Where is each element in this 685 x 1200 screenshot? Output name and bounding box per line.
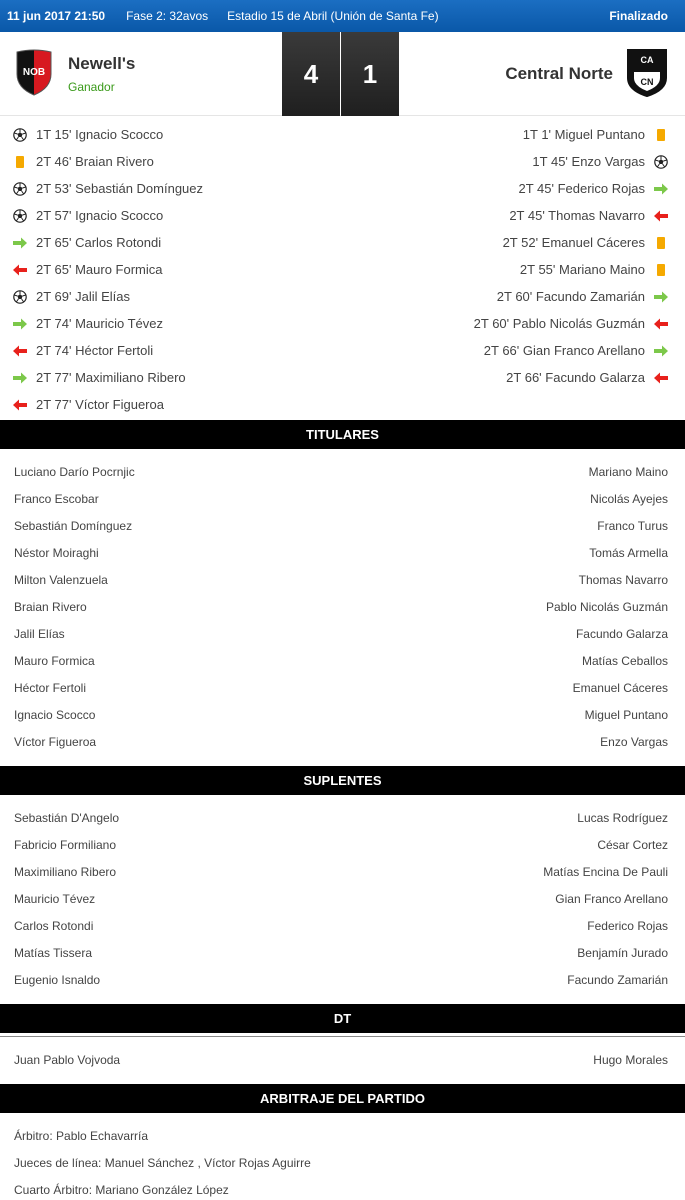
- away-sub[interactable]: Lucas Rodríguez: [577, 810, 668, 825]
- home-starter[interactable]: Héctor Fertoli: [14, 680, 87, 695]
- away-event: [484, 337, 669, 364]
- away-event: [506, 364, 669, 391]
- away-event: [497, 283, 669, 310]
- match-date: 11 jun 2017 21:50: [7, 9, 106, 23]
- away-sub[interactable]: César Cortez: [597, 837, 668, 852]
- home-sub[interactable]: Maximiliano Ribero: [14, 864, 117, 879]
- goal-icon: [653, 154, 669, 170]
- home-sub[interactable]: Matías Tissera: [14, 945, 93, 960]
- away-starter[interactable]: Emanuel Cáceres: [572, 680, 668, 695]
- home-starter[interactable]: Luciano Darío Pocrnjic: [14, 464, 135, 479]
- yellow-card-icon: [653, 235, 669, 251]
- event-text[interactable]: 2T 74' Héctor Fertoli: [36, 343, 154, 358]
- away-starter[interactable]: Tomás Armella: [589, 545, 668, 560]
- away-score: 1: [341, 32, 399, 116]
- away-starter[interactable]: Franco Turus: [597, 518, 668, 533]
- home-event: [12, 391, 164, 418]
- away-event: [509, 202, 669, 229]
- sub-out-icon: [12, 262, 28, 278]
- newells-badge-text: NOB: [22, 67, 46, 78]
- event-text[interactable]: 2T 65' Mauro Formica: [36, 262, 163, 277]
- scoreboard: [0, 32, 685, 116]
- away-sub[interactable]: Gian Franco Arellano: [555, 891, 668, 906]
- home-event: [12, 229, 161, 256]
- match-phase: Fase 2: 32avos: [126, 9, 209, 23]
- home-sub[interactable]: Carlos Rotondi: [14, 918, 94, 933]
- away-starter[interactable]: Mariano Maino: [588, 464, 668, 479]
- subs-header: SUPLENTES: [0, 766, 685, 795]
- central-norte-badge-bottom: CN: [640, 77, 654, 87]
- match-venue[interactable]: Estadio 15 de Abril (Unión de Santa Fe): [227, 9, 439, 23]
- goal-icon: [12, 208, 28, 224]
- sub-out-icon: [12, 397, 28, 413]
- event-text[interactable]: 2T 45' Thomas Navarro: [509, 208, 645, 223]
- home-starter[interactable]: Ignacio Scocco: [14, 707, 96, 722]
- away-sub[interactable]: Benjamín Jurado: [577, 945, 668, 960]
- event-text[interactable]: 2T 77' Víctor Figueroa: [36, 397, 164, 412]
- fourth-official-line: Cuarto Árbitro: Mariano González López: [14, 1182, 229, 1197]
- away-starter[interactable]: Nicolás Ayejes: [590, 491, 668, 506]
- yellow-card-icon: [653, 127, 669, 143]
- home-starter[interactable]: Néstor Moiraghi: [14, 545, 99, 560]
- event-text[interactable]: 2T 66' Gian Franco Arellano: [483, 343, 645, 358]
- home-event: [12, 364, 186, 391]
- match-status: Finalizado: [609, 9, 668, 23]
- newells-shield-icon[interactable]: [13, 48, 55, 96]
- event-text[interactable]: 2T 60' Facundo Zamarián: [496, 289, 645, 304]
- event-text[interactable]: 2T 57' Ignacio Scocco: [36, 208, 164, 223]
- home-event: [12, 148, 154, 175]
- sub-in-icon: [12, 316, 28, 332]
- away-starter[interactable]: Matías Ceballos: [581, 653, 668, 668]
- event-text[interactable]: 1T 1' Miguel Puntano: [522, 127, 645, 142]
- away-event: [532, 148, 669, 175]
- home-starter[interactable]: Sebastián Domínguez: [14, 518, 133, 533]
- away-event: [474, 310, 669, 337]
- yellow-card-icon: [653, 262, 669, 278]
- home-event: [12, 202, 163, 229]
- home-starter[interactable]: Braian Rivero: [14, 599, 87, 614]
- goal-icon: [12, 127, 28, 143]
- home-starter[interactable]: Víctor Figueroa: [14, 734, 97, 749]
- home-event: [12, 283, 130, 310]
- sub-out-icon: [653, 370, 669, 386]
- home-starter[interactable]: Jalil Elías: [14, 626, 65, 641]
- home-event: [12, 337, 153, 364]
- home-starter[interactable]: Milton Valenzuela: [14, 572, 108, 587]
- sub-in-icon: [653, 181, 669, 197]
- home-score: 4: [282, 32, 340, 116]
- linesmen-line: Jueces de línea: Manuel Sánchez , Víctor Rojas Aguirre: [14, 1155, 311, 1170]
- sub-out-icon: [653, 316, 669, 332]
- event-text[interactable]: 2T 69' Jalil Elías: [36, 289, 131, 304]
- starters-header: TITULARES: [0, 420, 685, 449]
- away-coach[interactable]: Hugo Morales: [593, 1052, 668, 1067]
- event-text[interactable]: 2T 46' Braian Rivero: [36, 154, 154, 169]
- home-sub[interactable]: Eugenio Isnaldo: [14, 972, 101, 987]
- coach-header: DT: [0, 1004, 685, 1033]
- sub-in-icon: [12, 370, 28, 386]
- event-text[interactable]: 2T 60' Pablo Nicolás Guzmán: [473, 316, 645, 331]
- away-event: [520, 256, 669, 283]
- home-event: [12, 256, 163, 283]
- sub-in-icon: [653, 289, 669, 305]
- sub-out-icon: [653, 208, 669, 224]
- event-text[interactable]: 2T 55' Mariano Maino: [519, 262, 645, 277]
- home-event: [12, 121, 163, 148]
- central-norte-badge-top: CA: [640, 55, 654, 65]
- goal-icon: [12, 289, 28, 305]
- event-text[interactable]: 1T 15' Ignacio Scocco: [36, 127, 164, 142]
- away-event: [503, 229, 669, 256]
- away-starter[interactable]: Pablo Nicolás Guzmán: [545, 599, 668, 614]
- away-starter[interactable]: Thomas Navarro: [578, 572, 668, 587]
- away-event: [523, 121, 669, 148]
- home-starter[interactable]: Franco Escobar: [14, 491, 99, 506]
- event-text[interactable]: 2T 52' Emanuel Cáceres: [502, 235, 645, 250]
- home-sub[interactable]: Mauricio Tévez: [14, 891, 96, 906]
- away-event: [518, 175, 669, 202]
- sub-out-icon: [12, 343, 28, 359]
- yellow-card-icon: [12, 154, 28, 170]
- home-event: [12, 310, 163, 337]
- match-events: [0, 121, 685, 418]
- sub-in-icon: [12, 235, 28, 251]
- home-coach[interactable]: Juan Pablo Vojvoda: [14, 1052, 121, 1067]
- event-text[interactable]: 2T 65' Carlos Rotondi: [36, 235, 162, 250]
- away-sub[interactable]: Facundo Zamarián: [567, 972, 668, 987]
- home-sub[interactable]: Sebastián D'Angelo: [14, 810, 120, 825]
- home-starter[interactable]: Mauro Formica: [14, 653, 95, 668]
- event-text[interactable]: 2T 66' Facundo Galarza: [506, 370, 645, 385]
- event-text[interactable]: 2T 45' Federico Rojas: [518, 181, 645, 196]
- away-sub[interactable]: Matías Encina De Pauli: [543, 864, 668, 879]
- away-starter[interactable]: Miguel Puntano: [584, 707, 668, 722]
- divider: [0, 1036, 685, 1037]
- sub-in-icon: [653, 343, 669, 359]
- home-sub[interactable]: Fabricio Formiliano: [14, 837, 117, 852]
- match-info-bar: [0, 0, 685, 32]
- event-text[interactable]: 2T 77' Maximiliano Ribero: [36, 370, 186, 385]
- home-team-result: Ganador: [68, 80, 115, 94]
- away-sub[interactable]: Federico Rojas: [587, 918, 668, 933]
- goal-icon: [12, 181, 28, 197]
- central-norte-shield-icon[interactable]: [626, 48, 668, 98]
- away-team-name[interactable]: Central Norte: [505, 64, 613, 83]
- event-text[interactable]: 2T 53' Sebastián Domínguez: [36, 181, 204, 196]
- referee-line: Árbitro: Pablo Echavarría: [14, 1128, 149, 1143]
- home-team-name[interactable]: Newell's: [68, 54, 136, 73]
- home-event: [12, 175, 203, 202]
- away-starter[interactable]: Enzo Vargas: [600, 734, 668, 749]
- away-starter[interactable]: Facundo Galarza: [575, 626, 668, 641]
- event-text[interactable]: 2T 74' Mauricio Tévez: [36, 316, 164, 331]
- referees-header: ARBITRAJE DEL PARTIDO: [0, 1084, 685, 1113]
- event-text[interactable]: 1T 45' Enzo Vargas: [532, 154, 645, 169]
